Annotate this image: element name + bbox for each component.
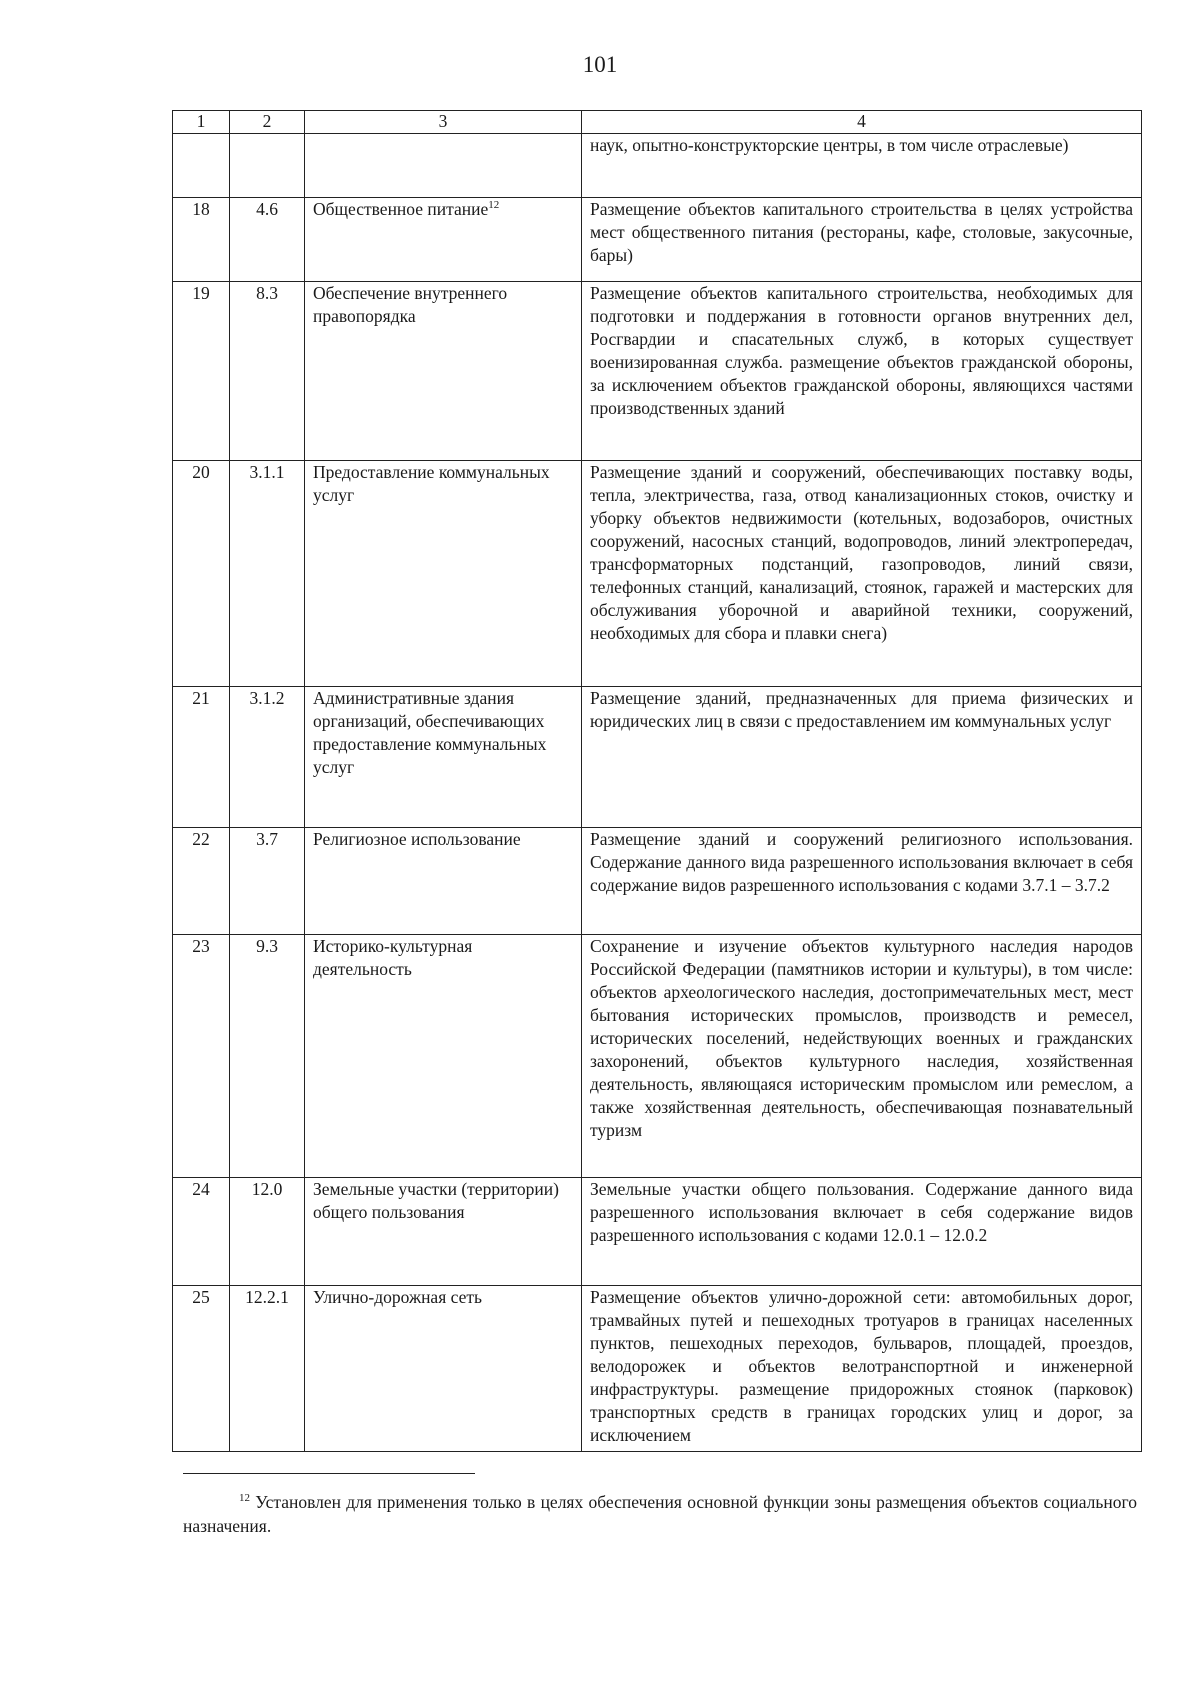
- row-name: Историко-культурная деятельность: [305, 935, 582, 1178]
- row-description: наук, опытно-конструкторские центры, в том числе отраслевые): [582, 134, 1142, 198]
- table-row: [173, 1286, 1142, 1452]
- header-col-1: 1: [173, 111, 230, 134]
- row-number: 21: [173, 687, 230, 828]
- row-code: 8.3: [230, 282, 305, 461]
- table-row: [173, 461, 1142, 687]
- row-name: Административные здания организаций, обеспечивающих предоставление коммунальных услуг: [305, 687, 582, 828]
- row-name: Общественное питание: [313, 199, 489, 219]
- footnote-ref: 12: [488, 199, 500, 212]
- header-col-2: 2: [230, 111, 305, 134]
- row-number: 20: [173, 461, 230, 687]
- footnote-marker: 12: [239, 1492, 250, 1505]
- row-number: 23: [173, 935, 230, 1178]
- row-number: 22: [173, 828, 230, 935]
- page-number: 101: [582, 52, 618, 77]
- table-row-continuation: [173, 134, 1142, 198]
- row-code: 9.3: [230, 935, 305, 1178]
- row-code: 12.2.1: [230, 1286, 305, 1452]
- row-code: 3.7: [230, 828, 305, 935]
- footnote-text: Установлен для применения только в целях обеспечения основной функции зоны размещения объектов социального назначения.: [183, 1492, 1137, 1536]
- row-code: 3.1.1: [230, 461, 305, 687]
- row-description: Размещение зданий и сооружений религиозного использования. Содержание данного вида разрешенного использования включает в себя содержание видов разрешенного использования с кодами 3.7.1 – 3.7.2: [582, 828, 1142, 935]
- table-row: [173, 828, 1142, 935]
- footnote: [183, 1490, 1137, 1538]
- row-name: Предоставление коммунальных услуг: [305, 461, 582, 687]
- row-description: Сохранение и изучение объектов культурного наследия народов Российской Федерации (памятников истории и культуры), в том числе: объектов археологического наследия, достопримечательных мест, мест бытования исторических промыслов, производств и ремесел, исторических поселений, недействующих военных и гражданских захоронений, объектов культурного наследия, хозяйственная деятельность, являющаяся историческим промыслом или ремеслом, а также хозяйственная деятельность, обеспечивающая познавательный туризм: [582, 935, 1142, 1178]
- table-row: [173, 198, 1142, 282]
- row-number: 18: [173, 198, 230, 282]
- row-name: Обеспечение внутреннего правопорядка: [305, 282, 582, 461]
- header-col-3: 3: [305, 111, 582, 134]
- row-number: 24: [173, 1178, 230, 1286]
- row-description: Размещение объектов улично-дорожной сети: автомобильных дорог, трамвайных путей и пешеходных тротуаров в границах населенных пунктов, пешеходных переходов, бульваров, площадей, проездов, велодорожек и объектов велотранспортной и инженерной инфраструктуры. размещение придорожных стоянок (парковок) транспортных средств в границах городских улиц и дорог, за исключением: [582, 1286, 1142, 1452]
- row-description: Размещение зданий, предназначенных для приема физических и юридических лиц в связи с предоставлением им коммунальных услуг: [582, 687, 1142, 828]
- row-number: 19: [173, 282, 230, 461]
- table-row: [173, 1178, 1142, 1286]
- row-name: Улично-дорожная сеть: [305, 1286, 582, 1452]
- row-code: 4.6: [230, 198, 305, 282]
- row-number: 25: [173, 1286, 230, 1452]
- header-col-4: 4: [582, 111, 1142, 134]
- row-description: Земельные участки общего пользования. Содержание данного вида разрешенного использования включает в себя содержание видов разрешенного использования с кодами 12.0.1 – 12.0.2: [582, 1178, 1142, 1286]
- table-row: [173, 935, 1142, 1178]
- row-name: Религиозное использование: [305, 828, 582, 935]
- row-description: Размещение объектов капитального строительства, необходимых для подготовки и поддержания в готовности органов внутренних дел, Росгвардии и спасательных служб, в которых существует военизированная служба. размещение объектов гражданской обороны, за исключением объектов гражданской обороны, являющихся частями производственных зданий: [582, 282, 1142, 461]
- row-description: Размещение зданий и сооружений, обеспечивающих поставку воды, тепла, электричества, газа, отвод канализационных стоков, очистку и уборку объектов недвижимости (котельных, водозаборов, очистных сооружений, насосных станций, водопроводов, линий электропередач, трансформаторных подстанций, газопроводов, линий связи, телефонных станций, канализаций, стоянок, гаражей и мастерских для обслуживания уборочной и аварийной техники, сооружений, необходимых для сбора и плавки снега): [582, 461, 1142, 687]
- row-code: 3.1.2: [230, 687, 305, 828]
- row-name-cell: [305, 198, 582, 282]
- table-header-row: [173, 111, 1142, 134]
- zoning-table: [172, 110, 1142, 1452]
- row-description: Размещение объектов капитального строительства в целях устройства мест общественного питания (рестораны, кафе, столовые, закусочные, бары): [582, 198, 1142, 282]
- row-name: Земельные участки (территории) общего пользования: [305, 1178, 582, 1286]
- table-row: [173, 282, 1142, 461]
- footnote-separator: [183, 1473, 475, 1474]
- row-code: 12.0: [230, 1178, 305, 1286]
- table-row: [173, 687, 1142, 828]
